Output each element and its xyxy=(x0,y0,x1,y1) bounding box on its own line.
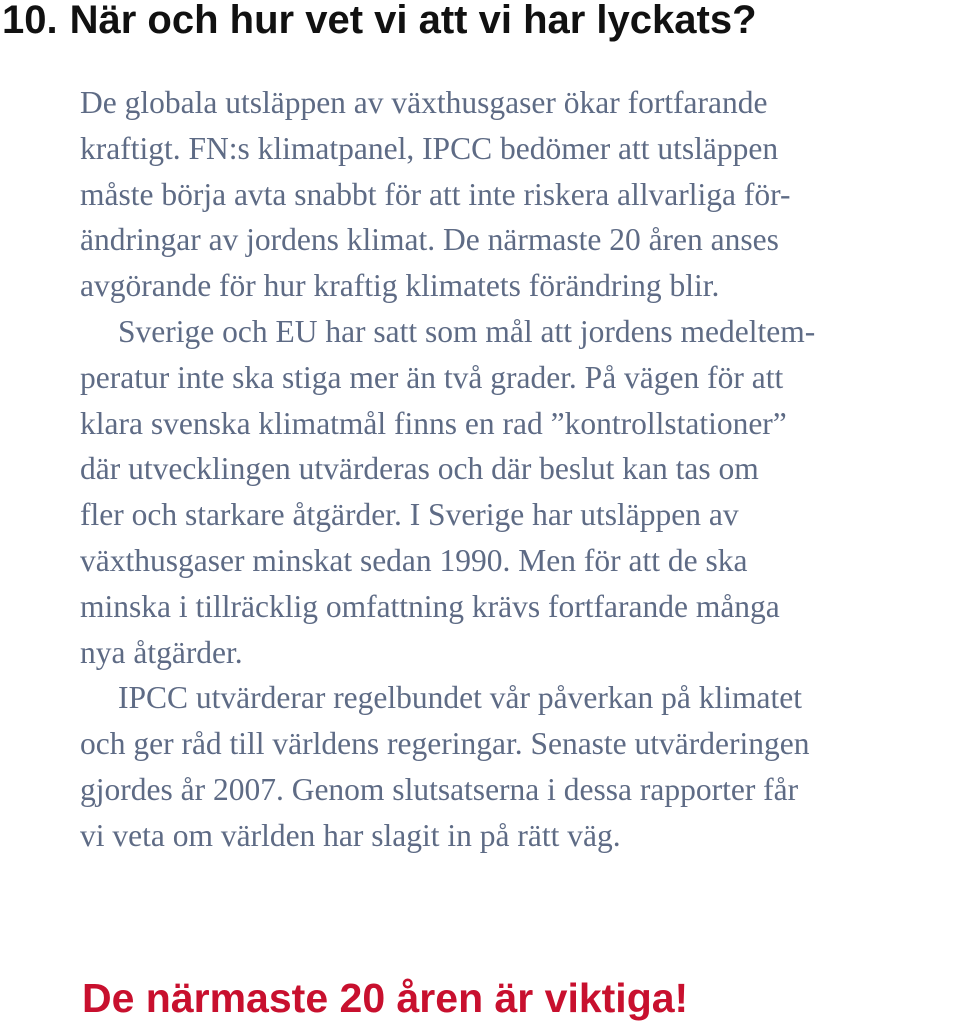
section-number: 10. xyxy=(2,0,58,42)
body-line: De globala utsläppen av växthusgaser ökar fortfarande xyxy=(80,85,768,120)
body-line: vi veta om världen har slagit in på rätt väg. xyxy=(80,817,621,853)
body-line: och ger råd till världens regeringar. Senaste utvärderingen xyxy=(80,726,810,762)
body-line: avgörande för hur kraftig klimatets förändring blir. xyxy=(80,268,720,304)
section-title: När och hur vet vi att vi har lyckats? xyxy=(69,0,757,42)
body-line: där utvecklingen utvärderas och där beslut kan tas om xyxy=(80,451,759,487)
body-line: klara svenska klimatmål finns en rad ”kontrollstationer” xyxy=(80,405,787,441)
body-line: måste börja avta snabbt för att inte riskera allvarliga för- xyxy=(80,176,791,212)
body-line: IPCC utvärderar regelbundet vår påverkan på klimatet xyxy=(118,680,802,716)
body-line: fler och starkare åtgärder. I Sverige har utsläppen av xyxy=(80,497,739,533)
body-line: växthusgaser minskat sedan 1990. Men för att de ska xyxy=(80,542,748,578)
body-line: kraftigt. FN:s klimatpanel, IPCC bedömer att utsläppen xyxy=(80,130,779,166)
body-line: Sverige och EU har satt som mål att jordens medeltem- xyxy=(118,313,816,349)
body-line: minska i tillräcklig omfattning krävs fortfarande många xyxy=(80,588,780,624)
body-text xyxy=(80,80,960,859)
body-line: gjordes år 2007. Genom slutsatserna i dessa rapporter får xyxy=(80,771,799,807)
slogan: De närmaste 20 åren är viktiga! xyxy=(82,975,689,1021)
body-line: ändringar av jordens klimat. De närmaste 20 åren anses xyxy=(80,222,779,258)
section-heading xyxy=(2,0,757,44)
body-line: peratur inte ska stiga mer än två grader. På vägen för att xyxy=(80,359,784,395)
body-line: nya åtgärder. xyxy=(80,634,243,670)
